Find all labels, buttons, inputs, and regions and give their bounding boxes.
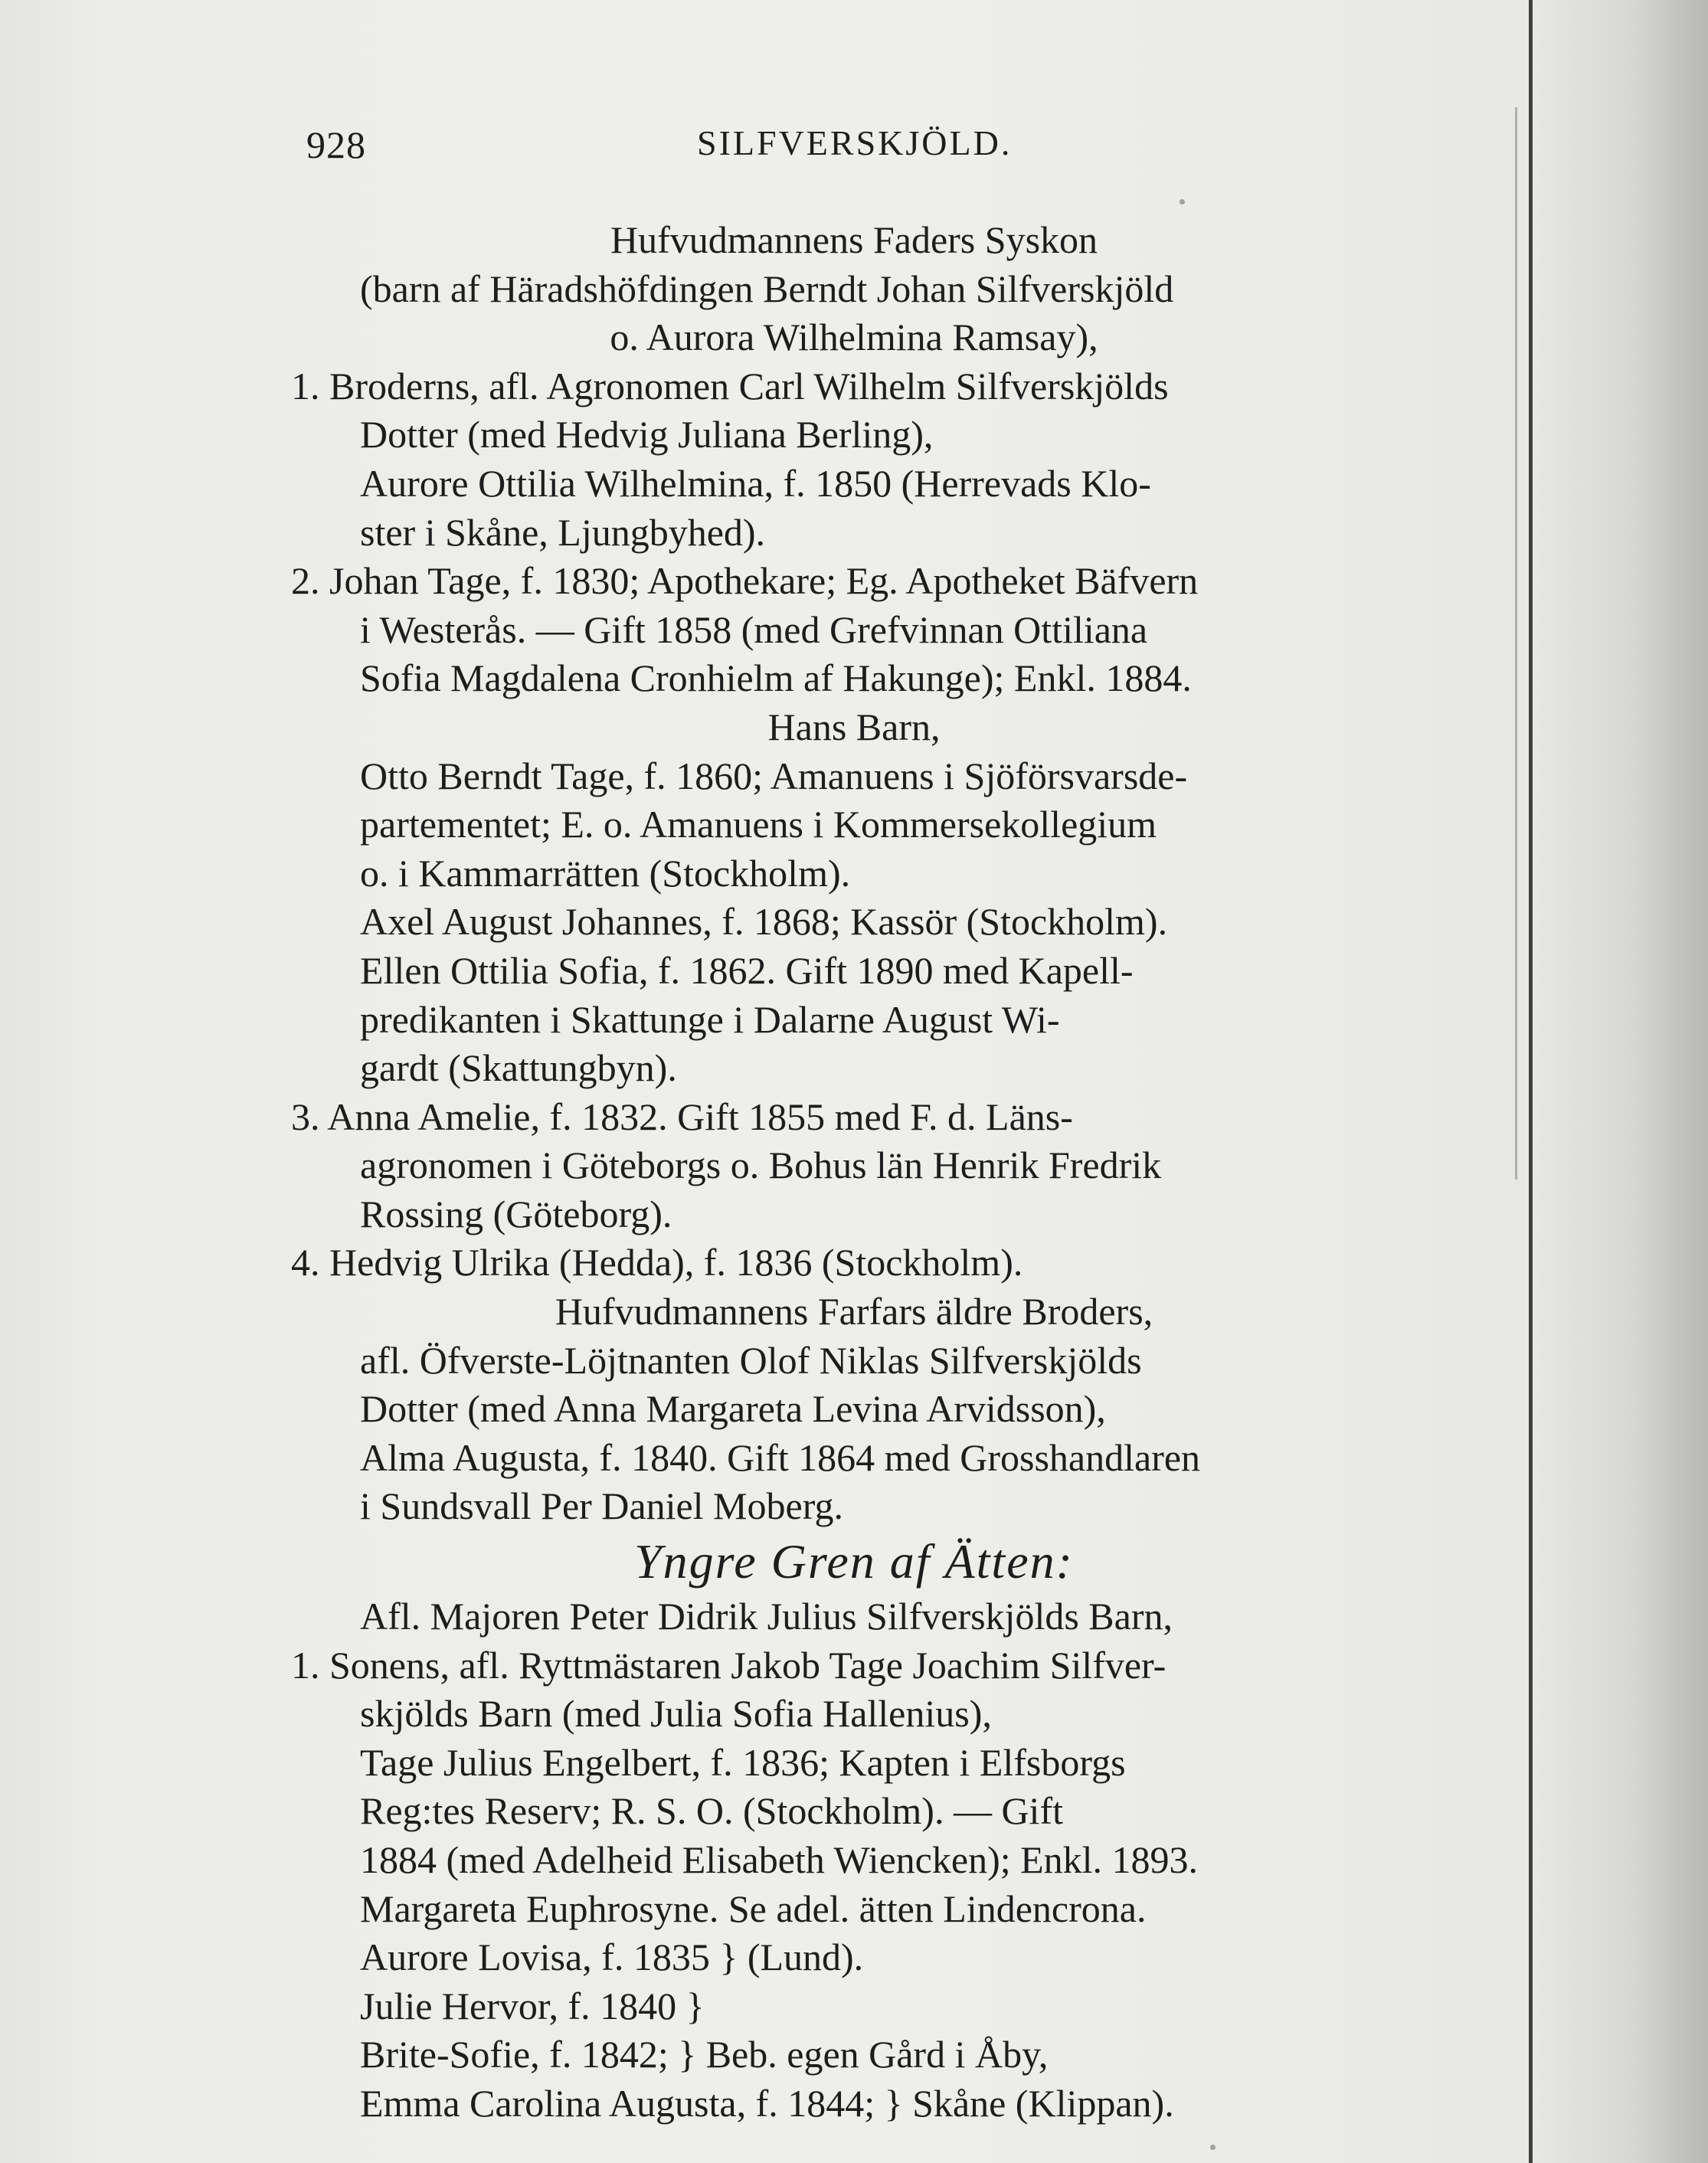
text-line: Emma Carolina Augusta, f. 1844; } Skåne (Klippan). [360,2081,1174,2125]
text-line: 1884 (med Adelheid Elisabeth Wiencken); Enkl. 1893. [360,1838,1199,1881]
text-line: i Sundsvall Per Daniel Moberg. [360,1484,843,1528]
text-line: Otto Berndt Tage, f. 1860; Amanuens i Sjöförsvarsde- [360,754,1188,797]
page-number: 928 [306,123,366,166]
text-line: 3. Anna Amelie, f. 1832. Gift 1855 med F. d. Läns- [291,1095,1073,1138]
text-line: Alma Augusta, f. 1840. Gift 1864 med Grosshandlaren [360,1435,1201,1479]
text-line: Brite-Sofie, f. 1842; } Beb. egen Gård i Åby, [360,2033,1049,2076]
page-header [306,123,1417,176]
text-line: agronomen i Göteborgs o. Bohus län Henrik Fredrik [360,1144,1162,1187]
text-line: predikanten i Skattunge i Dalarne August Wi- [360,997,1060,1041]
text-line: Axel August Johannes, f. 1868; Kassör (Stockholm). [360,900,1168,944]
ink-speck [1210,2145,1216,2150]
section-heading: Yngre Gren af Ätten: [634,1534,1074,1589]
text-line: Tage Julius Engelbert, f. 1836; Kapten i Elfsborgs [360,1740,1126,1784]
text-line: Sofia Magdalena Cronhielm af Hakunge); Enkl. 1884. [360,656,1192,700]
text-line: Reg:tes Reserv; R. S. O. (Stockholm). — Gift [360,1789,1063,1833]
text-line: 4. Hedvig Ulrika (Hedda), f. 1836 (Stockholm). [291,1241,1023,1284]
text-line: Hans Barn, [767,705,941,748]
text-line: o. i Kammarrätten (Stockholm). [360,851,851,895]
text-line: o. Aurora Wilhelmina Ramsay), [610,316,1098,359]
text-line: Margareta Euphrosyne. Se adel. ätten Lindencrona. [360,1886,1147,1930]
page-edge [1529,0,1533,2163]
text-line: skjölds Barn (med Julia Sofia Hallenius), [360,1692,992,1736]
text-line: Hufvudmannens Farfars äldre Broders, [555,1290,1153,1333]
page-spine-shadow [1524,0,1708,2163]
text-line: gardt (Skattungbyn). [360,1046,677,1090]
text-line: partementet; E. o. Amanuens i Kommersekollegium [360,803,1157,846]
text-line: Dotter (med Hedvig Juliana Berling), [360,413,934,456]
text-line: Aurore Lovisa, f. 1835 } (Lund). [360,1936,864,1979]
text-line: Ellen Ottilia Sofia, f. 1862. Gift 1890 med Kapell- [360,948,1134,992]
text-line: ster i Skåne, Ljungbyhed). [360,510,766,554]
text-line: Afl. Majoren Peter Didrik Julius Silfverskjölds Barn, [360,1595,1173,1638]
page-body [291,216,1417,2129]
text-line: 2. Johan Tage, f. 1830; Apothekare; Eg. Apotheket Bäfvern [291,559,1199,603]
text-line: 1. Sonens, afl. Ryttmästaren Jakob Tage Joachim Silfver- [291,1643,1166,1687]
text-line: i Westerås. — Gift 1858 (med Grefvinnan Ottiliana [360,607,1148,651]
text-line: afl. Öfverste-Löjtnanten Olof Niklas Silfverskjölds [360,1338,1142,1382]
text-line: Hufvudmannens Faders Syskon [610,218,1098,261]
text-line: (barn af Häradshöfdingen Berndt Johan Silfverskjöld [360,267,1174,310]
text-line: Aurore Ottilia Wilhelmina, f. 1850 (Herrevads Klo- [360,461,1151,505]
text-line: Julie Hervor, f. 1840 } [360,1984,705,2027]
text-line: Dotter (med Anna Margareta Levina Arvidsson), [360,1387,1106,1431]
ink-speck [1180,199,1185,205]
text-line: Rossing (Göteborg). [360,1192,672,1235]
page-edge-shadow [1515,107,1517,1180]
running-head: SILFVERSKJÖLD. [697,123,1013,162]
text-line: 1. Broderns, afl. Agronomen Carl Wilhelm Silfverskjölds [291,364,1169,407]
